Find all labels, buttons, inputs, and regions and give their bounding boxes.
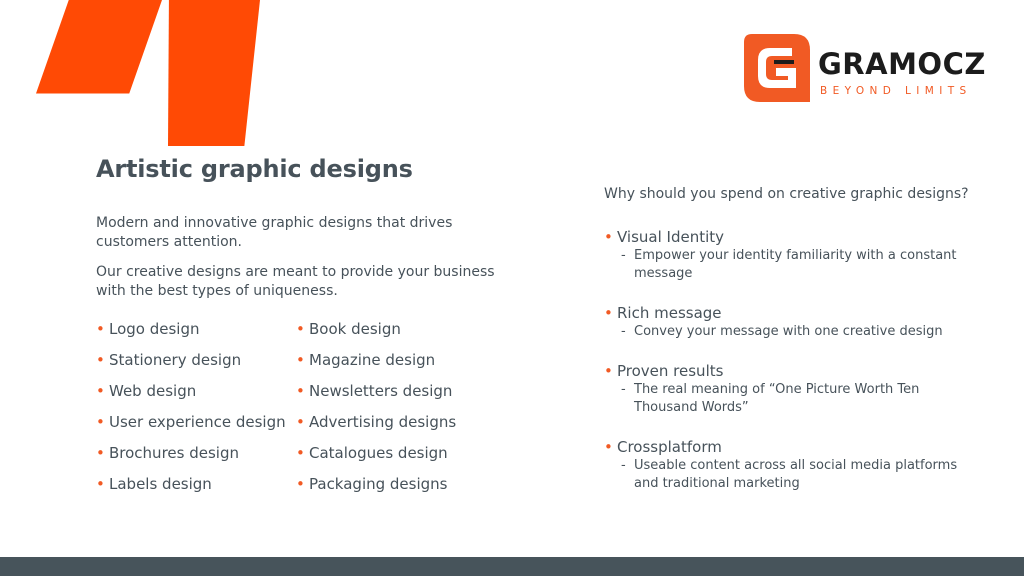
bullet-icon: •: [96, 444, 105, 462]
reason-description: Empower your identity familiarity with a constant message: [634, 248, 957, 281]
list-item-label: Logo design: [109, 320, 200, 338]
bullet-icon: •: [604, 228, 613, 246]
list-item-label: Newsletters design: [309, 382, 453, 400]
footer-bar: [0, 557, 1024, 576]
list-item: [296, 412, 456, 443]
brand-name: GRAMOCZ: [818, 47, 986, 81]
bullet-icon: •: [296, 444, 305, 462]
list-item-label: Labels design: [109, 475, 212, 493]
list-item: [96, 412, 286, 443]
dash-icon: -: [621, 382, 626, 397]
list-item: [96, 350, 286, 381]
reason-title: Crossplatform: [617, 438, 722, 456]
list-item: [96, 443, 286, 474]
list-item: [296, 319, 456, 350]
list-item: [296, 474, 456, 505]
reason-block: [604, 303, 964, 341]
bullet-icon: •: [296, 351, 305, 369]
list-item: [96, 319, 286, 350]
logo-mark-icon: [744, 34, 810, 102]
bullet-icon: •: [296, 320, 305, 338]
brand-logo: [744, 34, 984, 102]
page-title: Artistic graphic designs: [96, 155, 413, 183]
bullet-icon: •: [604, 304, 613, 322]
bullet-icon: •: [96, 351, 105, 369]
list-item: [296, 350, 456, 381]
section-question: Why should you spend on creative graphic designs?: [604, 186, 969, 202]
list-item-label: Packaging designs: [309, 475, 448, 493]
list-item-label: Brochures design: [109, 444, 239, 462]
bullet-icon: •: [604, 362, 613, 380]
bullet-icon: •: [604, 438, 613, 456]
services-list-left: [96, 319, 286, 505]
reason-title: Proven results: [617, 362, 724, 380]
list-item-label: Stationery design: [109, 351, 242, 369]
reason-block: [604, 437, 964, 493]
list-item: [296, 443, 456, 474]
list-item-label: Magazine design: [309, 351, 436, 369]
reason-description: Convey your message with one creative design: [634, 324, 943, 339]
reason-block: [604, 227, 964, 283]
decorative-stripe-left: [36, 0, 162, 146]
bullet-icon: •: [296, 413, 305, 431]
services-list-right: [296, 319, 456, 505]
list-item-label: Web design: [109, 382, 197, 400]
decorative-stripe-right: [168, 0, 260, 146]
dash-icon: -: [621, 248, 626, 263]
dash-icon: -: [621, 458, 626, 473]
list-item-label: Book design: [309, 320, 401, 338]
intro-paragraph: Modern and innovative graphic designs that drives customers attention.: [96, 215, 453, 250]
bullet-icon: •: [96, 413, 105, 431]
dash-icon: -: [621, 324, 626, 339]
list-item-label: Advertising designs: [309, 413, 457, 431]
list-item: [96, 381, 286, 412]
bullet-icon: •: [96, 475, 105, 493]
list-item-label: Catalogues design: [309, 444, 448, 462]
bullet-icon: •: [296, 382, 305, 400]
reason-title: Visual Identity: [617, 228, 725, 246]
bullet-icon: •: [296, 475, 305, 493]
reason-block: [604, 361, 964, 417]
list-item: [296, 381, 456, 412]
reason-description: Useable content across all social media platforms and traditional marketing: [634, 458, 958, 491]
intro-paragraph: Our creative designs are meant to provide your business with the best types of uniqueness.: [96, 264, 495, 299]
reason-title: Rich message: [617, 304, 722, 322]
list-item: [96, 474, 286, 505]
list-item-label: User experience design: [109, 413, 286, 431]
brand-tagline: BEYOND LIMITS: [820, 85, 972, 97]
bullet-icon: •: [96, 382, 105, 400]
reason-description: The real meaning of “One Picture Worth Ten Thousand Words”: [634, 382, 920, 415]
bullet-icon: •: [96, 320, 105, 338]
